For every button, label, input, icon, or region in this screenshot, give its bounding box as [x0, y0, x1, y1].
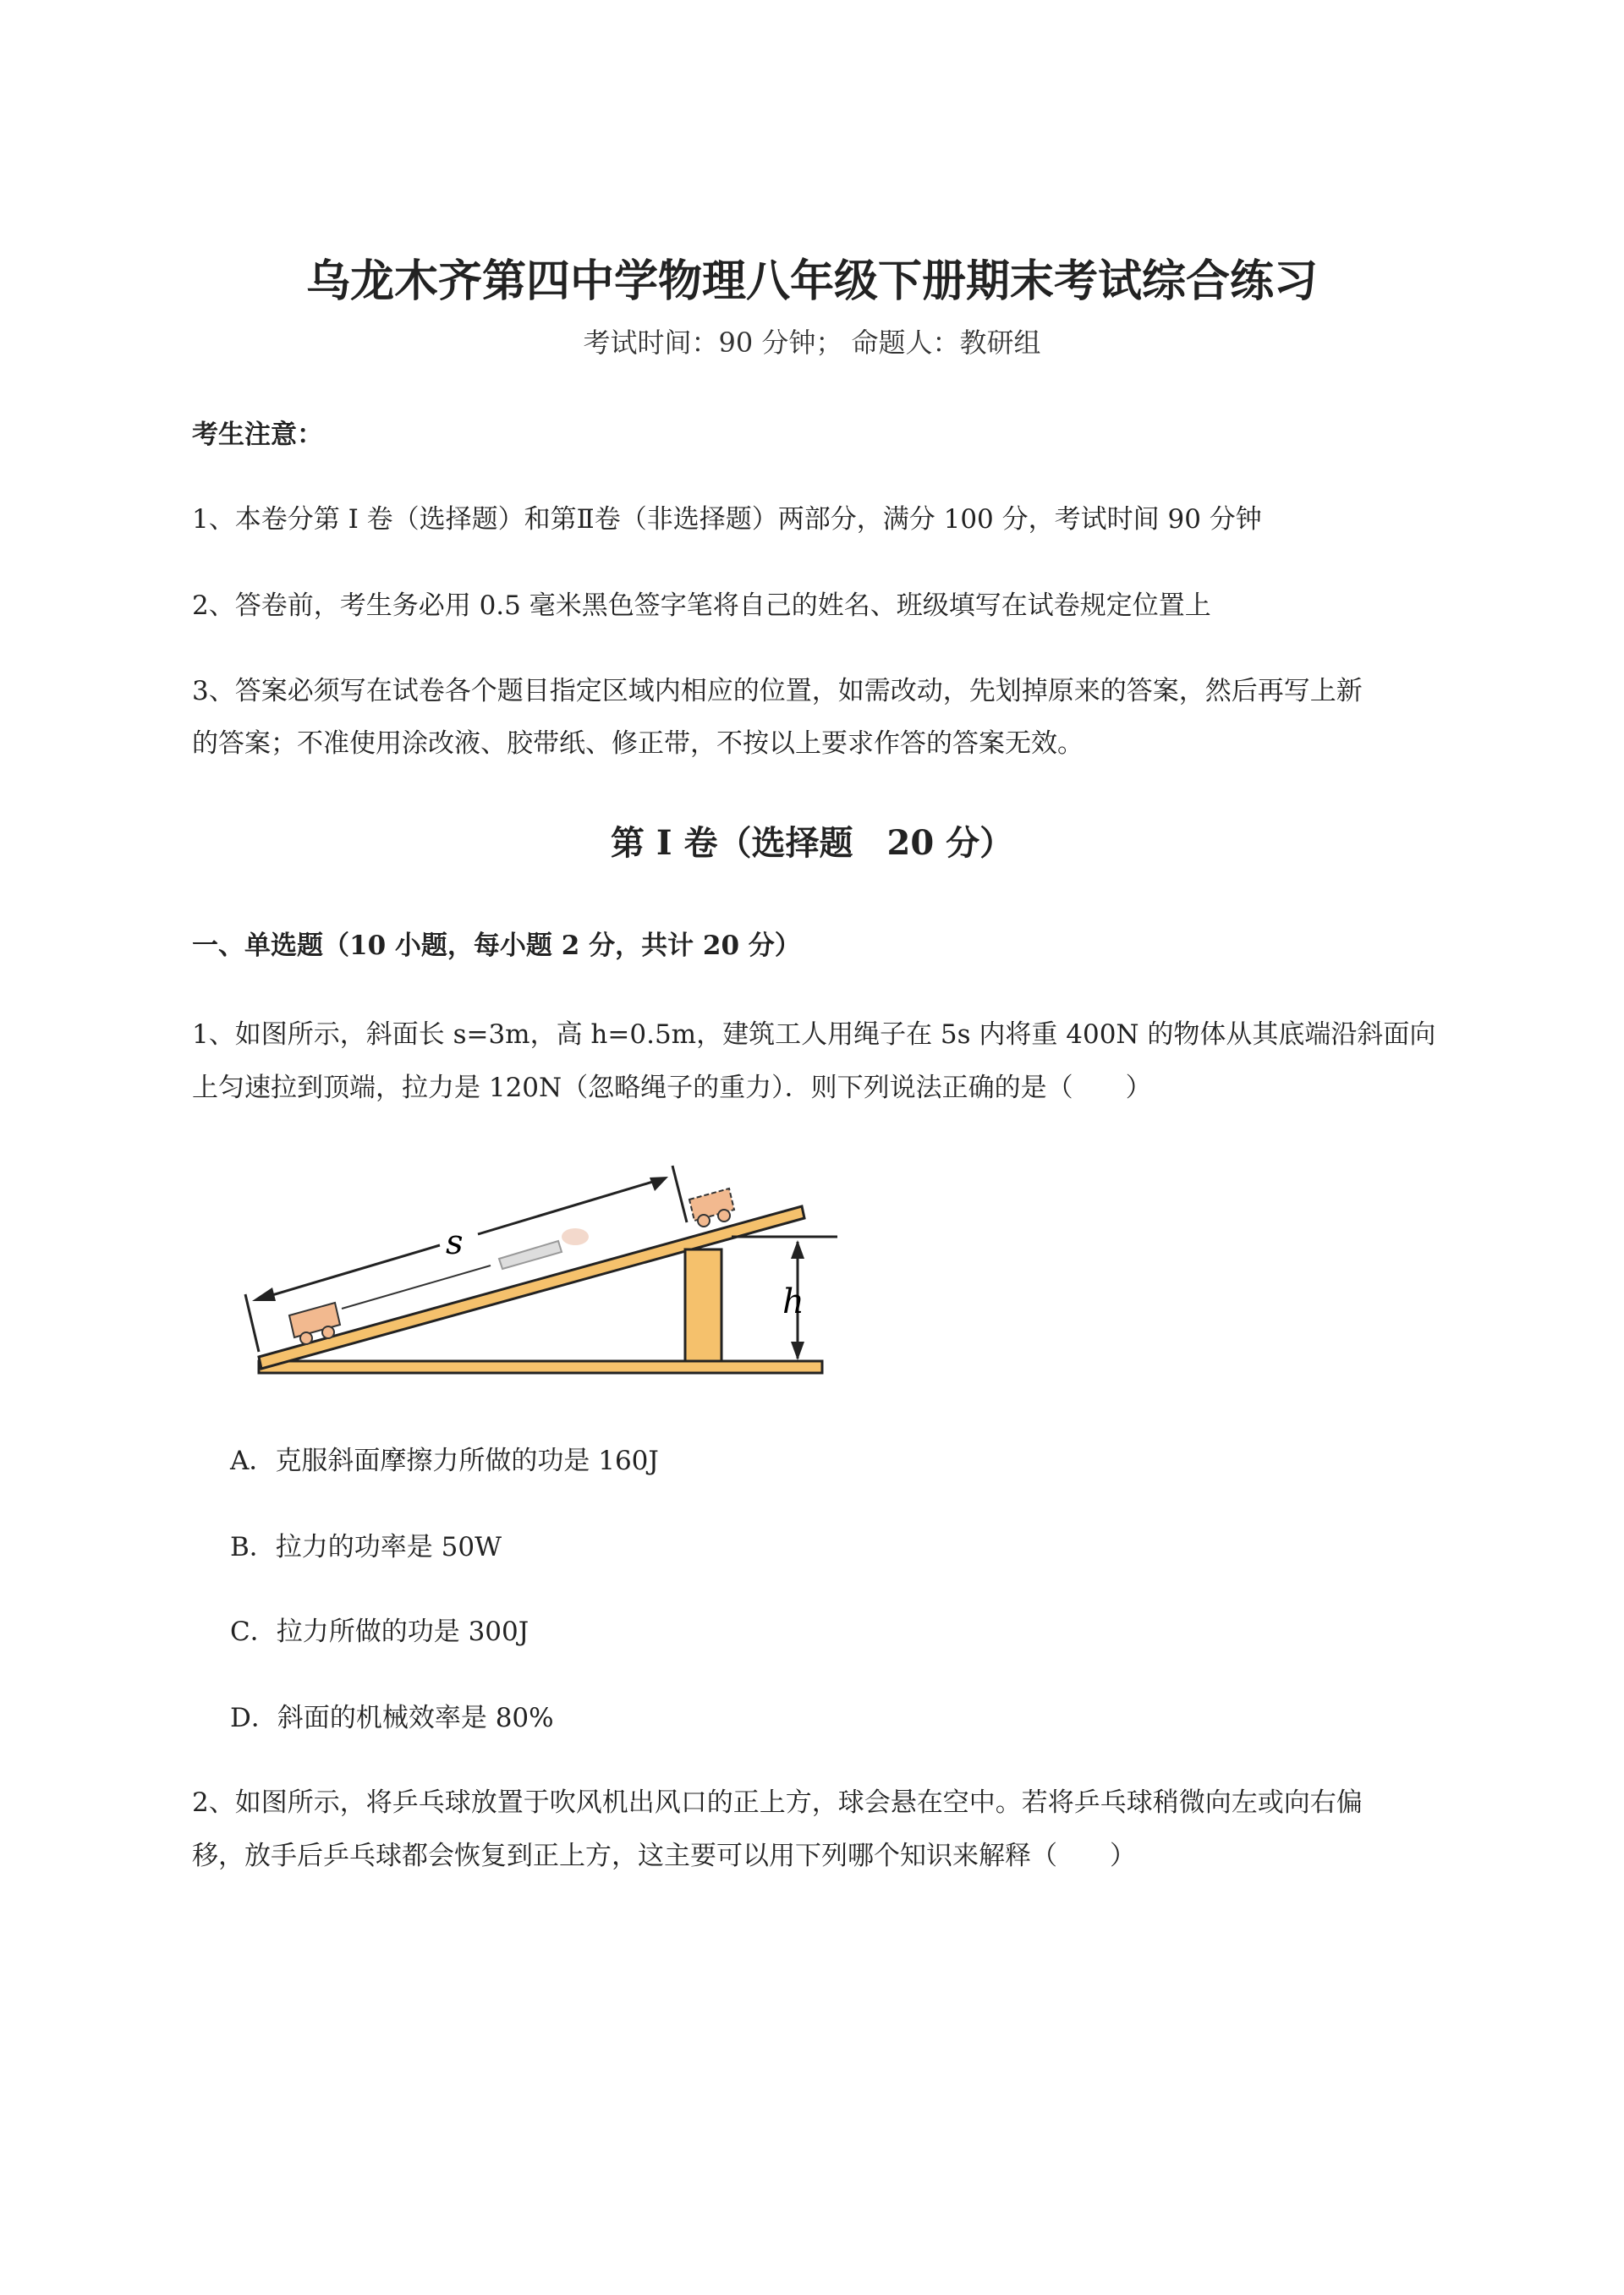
question-2-text: 移，放手后乒乓球都会恢复到正上方，这主要可以用下列哪个知识来解释（ ） [192, 1841, 1136, 1871]
section-title: 第 I 卷（选择题 20 分） [610, 823, 1014, 863]
option-a[interactable]: A．克服斜面摩擦力所做的功是 160J [230, 1446, 659, 1476]
notice-item: 3、答案必须写在试卷各个题目指定区域内相应的位置，如需改动，先划掉原来的答案，然后再写上新 [192, 676, 1363, 706]
support-post [685, 1249, 721, 1361]
h-label: h [782, 1282, 804, 1321]
exam-subtitle: 考试时间：90 分钟； 命题人：教研组 [583, 327, 1041, 359]
spring-scale [499, 1241, 562, 1269]
notice-item: 2、答卷前，考生务必用 0.5 毫米黑色签字笔将自己的姓名、班级填写在试卷规定位置上 [192, 590, 1211, 621]
s-label: s [446, 1223, 464, 1262]
question-1-text: 1、如图所示，斜面长 s=3m，高 h=0.5m，建筑工人用绳子在 5s 内将重 400N 的物体从其底端沿斜面向 [192, 1019, 1436, 1050]
cart-top [689, 1189, 734, 1227]
notice-item: 1、本卷分第 I 卷（选择题）和第Ⅱ卷（非选择题）两部分，满分 100 分，考试时间 90 分钟 [192, 504, 1262, 535]
option-b[interactable]: B．拉力的功率是 50W [230, 1532, 502, 1562]
page-title: 乌龙木齐第四中学物理八年级下册期末考试综合练习 [305, 255, 1318, 307]
base-plank [259, 1361, 822, 1373]
part-title: 一、单选题（10 小题，每小题 2 分，共计 20 分） [192, 931, 801, 961]
option-c[interactable]: C．拉力所做的功是 300J [230, 1617, 529, 1647]
s-arrow [258, 1245, 440, 1299]
option-d[interactable]: D．斜面的机械效率是 80% [230, 1703, 554, 1733]
question-1-text: 上匀速拉到顶端，拉力是 120N（忽略绳子的重力）．则下列说法正确的是（ ） [192, 1073, 1152, 1103]
question-2-text: 2、如图所示，将乒乓球放置于吹风机出风口的正上方，球会悬在空中。若将乒乓球稍微向左或向右偏 [192, 1787, 1363, 1818]
notice-item: 的答案；不准使用涂改液、胶带纸、修正带，不按以上要求作答的答案无效。 [192, 728, 1084, 759]
notice-heading: 考生注意： [192, 420, 323, 450]
hand [562, 1228, 589, 1245]
